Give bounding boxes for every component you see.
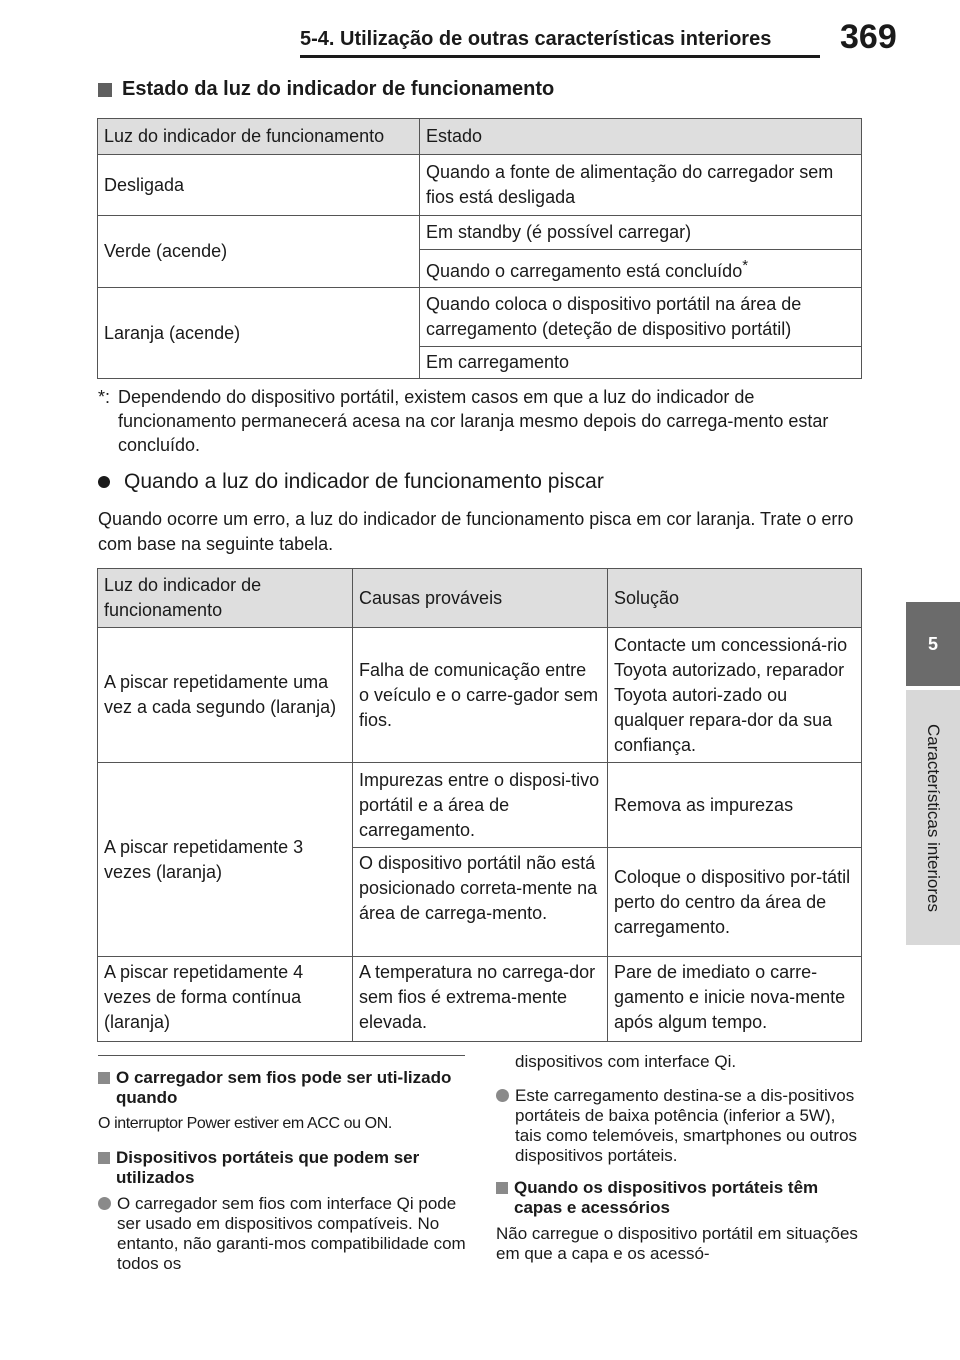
page-number: 369	[840, 18, 897, 56]
table-cell: Em standby (é possível carregar)	[420, 216, 862, 250]
table-row	[98, 957, 862, 1042]
note-heading-text: Dispositivos portáteis que podem ser utilizados	[116, 1148, 420, 1187]
table-cell: Remova as impurezas	[608, 763, 862, 848]
table-cell: O dispositivo portátil não está posicionado correta-mente na área de carrega-mento.	[353, 848, 608, 957]
footnote-text: Dependendo do dispositivo portátil, existem casos em que a luz do indicador de funcionamento permanecerá acesa na cor laranja mesmo depois do carrega-mento estar concluído.	[118, 387, 829, 455]
blinking-section-title	[98, 470, 604, 494]
table-cell-text: Quando o carregamento está concluído	[426, 261, 743, 281]
table-row	[98, 216, 862, 250]
footnote	[98, 385, 858, 457]
table-header-row	[98, 569, 862, 628]
status-section-title	[98, 78, 554, 101]
chapter-tab: 5	[906, 602, 960, 686]
note-heading-text: O carregador sem fios pode ser uti-lizado quando	[116, 1068, 452, 1107]
table-header-cell: Causas prováveis	[353, 569, 608, 628]
table-cell: Impurezas entre o disposi-tivo portátil e a área de carregamento.	[353, 763, 608, 848]
square-bullet-icon	[98, 1152, 110, 1164]
note-list-item-text: O carregador sem fios com interface Qi pode ser usado em dispositivos compatíveis. No entanto, não garanti-mos compatibilidade com todos os	[117, 1194, 466, 1273]
table-header-cell: Solução	[608, 569, 862, 628]
note-heading	[98, 1068, 468, 1108]
table-header-row	[98, 119, 862, 155]
table-header-cell: Luz do indicador de funcionamento	[98, 119, 420, 155]
note-heading-text: Quando os dispositivos portáteis têm capas e acessórios	[514, 1178, 819, 1217]
square-bullet-icon	[98, 83, 112, 97]
table-cell	[420, 250, 862, 288]
table-header-cell: Estado	[420, 119, 862, 155]
footnote-marker: *	[742, 257, 749, 274]
table-cell: A temperatura no carrega-dor sem fios é extrema-mente elevada.	[353, 957, 608, 1042]
note-heading	[98, 1148, 468, 1188]
table-row	[98, 155, 862, 216]
note-heading	[496, 1178, 866, 1218]
table-cell: Pare de imediato o carre-gamento e inicie nova-mente após algum tempo.	[608, 957, 862, 1042]
section-header: 5-4. Utilização de outras características interiores	[300, 28, 820, 58]
table-cell: Quando coloca o dispositivo portátil na área de carregamento (deteção de dispositivo portátil)	[420, 288, 862, 347]
note-text: O interruptor Power estiver em ACC ou ON.	[98, 1115, 392, 1132]
table-row	[98, 288, 862, 347]
table-cell: A piscar repetidamente 3 vezes (laranja)	[98, 763, 353, 957]
note-text: dispositivos com interface Qi.	[515, 1052, 737, 1071]
square-bullet-icon	[98, 1072, 110, 1084]
table-row	[98, 763, 862, 848]
square-bullet-icon	[496, 1182, 508, 1194]
table-cell: Coloque o dispositivo por-tátil perto do centro da área de carregamento.	[608, 848, 862, 957]
blinking-intro: Quando ocorre um erro, a luz do indicador de funcionamento pisca em cor laranja. Trate o erro com base na seguinte tabela.	[98, 509, 854, 554]
table-cell: Laranja (acende)	[98, 288, 420, 379]
table-cell: Desligada	[98, 155, 420, 216]
chapter-title: Características interiores	[924, 723, 943, 912]
note-list-item	[496, 1086, 866, 1166]
note-list-item	[98, 1194, 468, 1274]
troubleshooting-table	[97, 568, 862, 1042]
table-row	[98, 628, 862, 763]
note-text: Não carregue o dispositivo portátil em situações em que a capa e os acessó-	[496, 1224, 858, 1263]
table-cell: Em carregamento	[420, 347, 862, 379]
chapter-label	[906, 690, 960, 945]
notes-right-column	[496, 1052, 866, 1278]
circle-bullet-icon	[98, 1197, 111, 1210]
bullet-dot-icon	[98, 476, 110, 488]
table-cell: A piscar repetidamente uma vez a cada segundo (laranja)	[98, 628, 353, 763]
footnote-mark: *:	[98, 387, 111, 407]
blinking-section-title-text: Quando a luz do indicador de funcionamento piscar	[124, 470, 604, 493]
note-list-item-text: Este carregamento destina-se a dis-positivos portáteis de baixa potência (inferior a 5W), tais como telemóveis, smartphones ou outros dispositivos portáteis.	[515, 1086, 858, 1165]
table-cell: Falha de comunicação entre o veículo e o carre-gador sem fios.	[353, 628, 608, 763]
table-cell: Quando a fonte de alimentação do carregador sem fios está desligada	[420, 155, 862, 216]
indicator-status-table	[97, 118, 862, 379]
circle-bullet-icon	[496, 1089, 509, 1102]
table-cell: A piscar repetidamente 4 vezes de forma contínua (laranja)	[98, 957, 353, 1042]
status-section-title-text: Estado da luz do indicador de funcionamento	[122, 78, 555, 100]
page-header	[0, 0, 906, 62]
table-cell: Verde (acende)	[98, 216, 420, 288]
notes-divider	[98, 1055, 465, 1056]
table-cell: Contacte um concessioná-rio Toyota autorizado, reparador Toyota autori-zado ou qualquer repara-dor da sua confiança.	[608, 628, 862, 763]
table-header-cell: Luz do indicador de funcionamento	[98, 569, 353, 628]
notes-left-column	[98, 1068, 468, 1286]
